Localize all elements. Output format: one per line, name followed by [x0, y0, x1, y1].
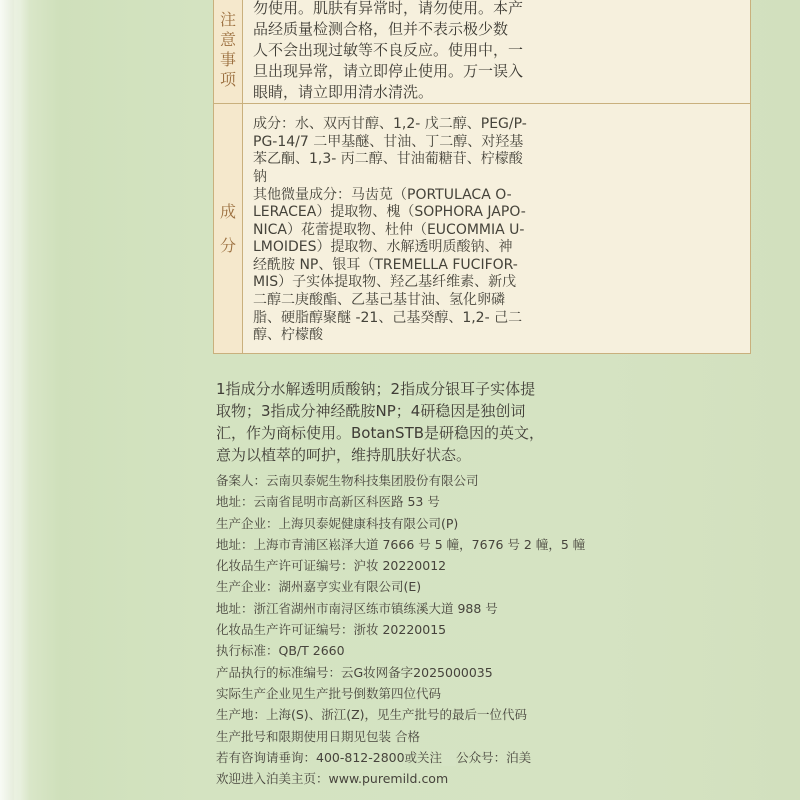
caution-label: 注 意 事 项 — [214, 0, 243, 104]
caution-text: 勿使用。肌肤有异常时，请勿使用。本产 品经质量检测合格，但并不表示极少数 人不会出现过敏等不良反应。使用中，一 旦出现异常，请立即停止使用。万一误入 眼睛，请立即用清水清洗。 — [243, 0, 751, 104]
info-line: 生产企业：湖州嘉亨实业有限公司(E) — [216, 579, 422, 595]
ingredients-label: 成 分 — [214, 104, 243, 354]
footnotes: 1指成分水解透明质酸钠；2指成分银耳子实体提 取物；3指成分神经酰胺NP；4研稳因是独创词 汇，作为商标使用。BotanSTB是研稳因的英文， 意为以植萃的呵护，维持肌肤好状态。 — [216, 380, 545, 464]
info-line: 地址：上海市青浦区崧泽大道 7666 号 5 幢，7676 号 2 幢，5 幢 — [216, 536, 586, 552]
info-line: 实际生产企业见生产批号倒数第四位代码 — [216, 685, 442, 701]
info-line: 执行标准：QB/T 2660 — [216, 643, 345, 659]
info-line: 生产地：上海(S)、浙江(Z)，见生产批号的最后一位代码 — [216, 707, 528, 723]
package-edge — [0, 0, 14, 800]
info-line: 生产批号和限期使用日期见包装 合格 — [216, 728, 420, 744]
info-line: 生产企业：上海贝泰妮健康科技有限公司(P) — [216, 515, 459, 531]
info-line: 化妆品生产许可证编号：浙妆 20220015 — [216, 622, 447, 638]
info-line: 备案人：云南贝泰妮生物科技集团股份有限公司 — [216, 473, 479, 488]
ingredients-text: 成分：水、双丙甘醇、1,2- 戊二醇、PEG/P- PG-14/7 二甲基醚、甘油、丁二醇、对羟基 苯乙酮、1,3- 丙二醇、甘油葡糖苷、柠檬酸 钠 其他微量成分：马齿苋（PORTULACA O- LERACEA）提取物、槐（SOPHORA JAPO- NICA）花蕾提取物、杜仲（EUCOMMIA U- LMOIDES）提取物、水解透明质酸钠、神 经酰胺 NP、银耳（TREMELLA FUCIFOR- MIS）子实体提取物、羟乙基纤维素、新戊 二醇二庚酸酯、乙基己基甘油、氢化卵磷 脂、硬脂醇聚醚 -21、己基癸醇、1,2- 己二 醇、柠檬酸 — [243, 104, 751, 354]
contact-line: 若有咨询请垂询：400-812-2800或关注 公众号：泊美 — [216, 749, 532, 765]
info-line: 化妆品生产许可证编号：沪妆 20220012 — [216, 558, 447, 574]
label-table — [213, 0, 751, 354]
caution-row — [214, 0, 751, 104]
info-line: 地址：浙江省湖州市南浔区练市镇练溪大道 988 号 — [216, 600, 498, 616]
homepage-line: 欢迎进入泊美主页：www.puremild.com — [216, 771, 449, 787]
ingredients-row — [214, 104, 751, 354]
info-line: 产品执行的标准编号：云G妆网备字2025000035 — [216, 664, 493, 680]
info-line: 地址：云南省昆明市高新区科医路 53 号 — [216, 494, 440, 510]
manufacturer-info — [216, 470, 776, 789]
